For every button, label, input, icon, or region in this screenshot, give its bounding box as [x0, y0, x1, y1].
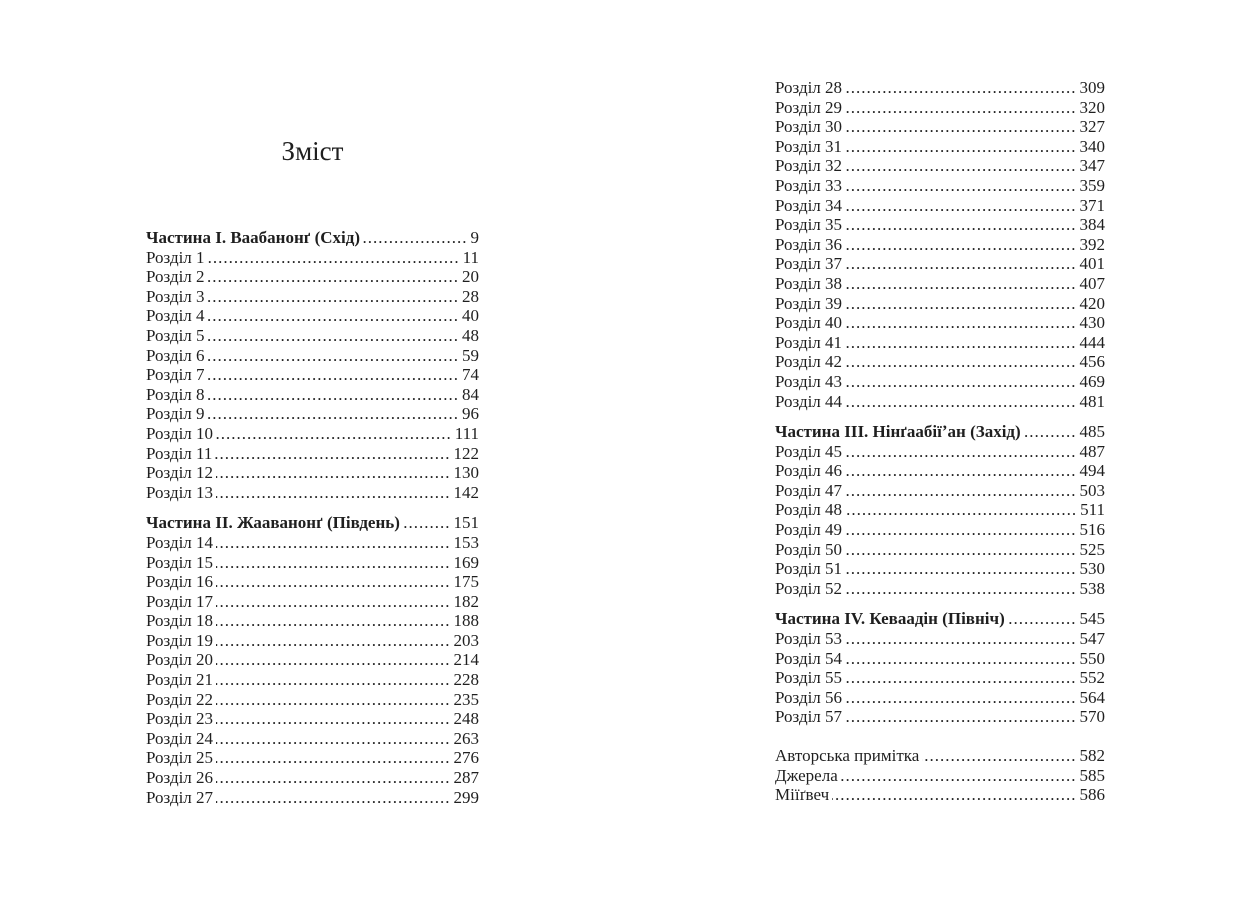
dot-leader — [922, 746, 1076, 766]
toc-entry-page: 487 — [1079, 441, 1105, 461]
toc-section-heading — [146, 228, 479, 248]
dot-leader — [208, 385, 459, 405]
toc-entry-label: Розділ 37 — [775, 254, 843, 274]
toc-entry — [775, 461, 1105, 481]
toc-entry — [775, 520, 1105, 540]
dot-leader — [216, 483, 450, 503]
toc-entry-page: 503 — [1079, 480, 1105, 500]
dot-leader — [216, 553, 450, 573]
toc-entry — [146, 326, 479, 346]
dot-leader — [845, 392, 1076, 412]
toc-entry-page: 420 — [1079, 293, 1105, 313]
toc-entry — [775, 668, 1105, 688]
toc-section — [146, 228, 479, 502]
toc-entry — [146, 650, 479, 670]
toc-entry — [775, 98, 1105, 118]
toc-entry-page: 263 — [453, 728, 479, 748]
toc-entry-label: Розділ 17 — [146, 591, 214, 611]
dot-leader — [845, 707, 1076, 727]
toc-entry-page: 407 — [1079, 273, 1105, 293]
toc-entry-label: Розділ 18 — [146, 611, 214, 631]
toc-entry-page: 188 — [453, 611, 479, 631]
toc-entry-label: Розділ 50 — [775, 539, 843, 559]
toc-entry — [775, 274, 1105, 294]
toc-entry — [775, 294, 1105, 314]
toc-entry — [146, 572, 479, 592]
toc-entry-page: 175 — [453, 572, 479, 592]
toc-entry-page: 530 — [1079, 559, 1105, 579]
toc-entry — [146, 533, 479, 553]
toc-entry-label: Розділ 6 — [146, 345, 205, 365]
toc-entry — [775, 540, 1105, 560]
dot-leader — [208, 404, 459, 424]
toc-entry — [775, 372, 1105, 392]
toc-section-heading — [775, 609, 1105, 629]
dot-leader — [845, 481, 1076, 501]
toc-entry-page: 538 — [1079, 578, 1105, 598]
toc-entry-page: 371 — [1079, 195, 1105, 215]
dot-leader — [832, 785, 1076, 805]
toc-entry — [775, 649, 1105, 669]
toc-entry — [146, 306, 479, 326]
dot-leader — [845, 156, 1076, 176]
toc-entry — [775, 559, 1105, 579]
toc-entry — [775, 117, 1105, 137]
toc-entry — [775, 215, 1105, 235]
toc-entry — [775, 137, 1105, 157]
toc-entry-label: Розділ 55 — [775, 668, 843, 688]
toc-section-title: Частина IV. Кеваадін (Північ) — [775, 609, 1005, 629]
toc-entry-label: Розділ 40 — [775, 313, 843, 333]
dot-leader — [845, 117, 1076, 137]
toc-section-title: Частина III. Нінґаабіїʼан (Захід) — [775, 422, 1021, 442]
toc-entry — [146, 768, 479, 788]
dot-leader — [845, 215, 1076, 235]
toc-entry-page: 564 — [1079, 687, 1105, 707]
toc-entry-label: Розділ 42 — [775, 352, 843, 372]
toc-entry-page: 235 — [453, 689, 479, 709]
dot-leader — [403, 513, 451, 533]
dot-leader — [216, 709, 450, 729]
toc-entry-page: 550 — [1079, 648, 1105, 668]
dot-leader — [216, 690, 450, 710]
dot-leader — [208, 287, 459, 307]
toc-entry-page: 327 — [1079, 117, 1105, 137]
toc-entry — [146, 365, 479, 385]
toc-entry — [146, 248, 479, 268]
toc-entry-label: Розділ 23 — [146, 709, 214, 729]
toc-entry-page: 545 — [1079, 609, 1105, 629]
toc-entry — [146, 611, 479, 631]
toc-entry-label: Розділ 45 — [775, 441, 843, 461]
toc-entry-label: Розділ 29 — [775, 97, 843, 117]
dot-leader — [208, 306, 459, 326]
toc-entry — [775, 500, 1105, 520]
toc-entry-label: Розділ 54 — [775, 648, 843, 668]
toc-entry-label: Розділ 26 — [146, 768, 214, 788]
toc-section — [775, 746, 1105, 805]
toc-entry-page: 511 — [1080, 500, 1105, 520]
toc-section — [775, 609, 1105, 727]
dot-leader — [216, 748, 450, 768]
dot-leader — [845, 98, 1076, 118]
toc-entry-label: Розділ 56 — [775, 687, 843, 707]
toc-entry — [775, 442, 1105, 462]
dot-leader — [845, 559, 1076, 579]
toc-entry-page: 552 — [1079, 668, 1105, 688]
dot-leader — [363, 228, 467, 248]
toc-entry-page: 20 — [462, 267, 479, 287]
toc-entry — [775, 176, 1105, 196]
toc-entry-label: Розділ 48 — [775, 500, 843, 520]
dot-leader — [845, 688, 1076, 708]
toc-entry-label: Розділ 14 — [146, 532, 214, 552]
toc-entry-label: Розділ 35 — [775, 215, 843, 235]
toc-entry-label: Розділ 38 — [775, 273, 843, 293]
toc-entry-page: 481 — [1079, 391, 1105, 411]
toc-entry — [775, 629, 1105, 649]
dot-leader — [845, 352, 1076, 372]
dot-leader — [216, 650, 450, 670]
dot-leader — [845, 294, 1076, 314]
toc-entry — [146, 424, 479, 444]
toc-entry-page: 585 — [1079, 765, 1105, 785]
toc-entry — [775, 196, 1105, 216]
toc-entry — [775, 333, 1105, 353]
toc-entry-label: Розділ 46 — [775, 461, 843, 481]
dot-leader — [841, 766, 1077, 786]
toc-entry — [775, 254, 1105, 274]
toc-entry-page: 485 — [1079, 422, 1105, 442]
dot-leader — [845, 579, 1076, 599]
toc-entry-label: Розділ 39 — [775, 293, 843, 313]
dot-leader — [216, 463, 450, 483]
toc-entry-page: 214 — [453, 650, 479, 670]
toc-entry — [146, 287, 479, 307]
toc-entry-label: Міїґвеч — [775, 785, 830, 805]
toc-entry — [775, 688, 1105, 708]
toc-entry-page: 111 — [454, 423, 479, 443]
toc-entry — [775, 579, 1105, 599]
toc-entry-page: 586 — [1079, 785, 1105, 805]
toc-entry — [146, 267, 479, 287]
toc-entry-page: 516 — [1079, 520, 1105, 540]
dot-leader — [208, 365, 459, 385]
toc-entry-label: Розділ 5 — [146, 325, 205, 345]
toc-entry-label: Розділ 52 — [775, 578, 843, 598]
toc-entry-page: 228 — [453, 670, 479, 690]
toc-entry-page: 276 — [453, 748, 479, 768]
toc-entry — [775, 481, 1105, 501]
dot-leader — [845, 137, 1076, 157]
dot-leader — [1008, 609, 1077, 629]
toc-entry-label: Розділ 13 — [146, 482, 214, 502]
toc-entry-page: 28 — [462, 286, 479, 306]
dot-leader — [845, 372, 1076, 392]
toc-entry — [146, 483, 479, 503]
toc-entry-label: Розділ 22 — [146, 689, 214, 709]
toc-entry-label: Розділ 27 — [146, 787, 214, 807]
toc-entry — [146, 553, 479, 573]
toc-section-title: Частина I. Ваабанонґ (Схід) — [146, 228, 361, 247]
dot-leader — [845, 313, 1076, 333]
toc-entry — [775, 156, 1105, 176]
toc-entry-label: Розділ 12 — [146, 463, 214, 483]
toc-entry-page: 40 — [462, 306, 479, 326]
toc-entry — [146, 404, 479, 424]
toc-entry-label: Розділ 19 — [146, 630, 214, 650]
toc-entry-label: Розділ 20 — [146, 650, 214, 670]
dot-leader — [216, 768, 450, 788]
toc-entry — [775, 707, 1105, 727]
dot-leader — [215, 444, 450, 464]
toc-entry-page: 430 — [1079, 313, 1105, 333]
dot-leader — [845, 649, 1076, 669]
toc-entry-page: 130 — [453, 463, 479, 483]
toc-entry-label: Розділ 47 — [775, 480, 843, 500]
toc-entry-label: Розділ 30 — [775, 117, 843, 137]
toc-entry-page: 340 — [1079, 136, 1105, 156]
toc-section-title: Частина II. Жааванонґ (Південь) — [146, 513, 400, 533]
dot-leader — [845, 668, 1076, 688]
toc-entry — [146, 748, 479, 768]
dot-leader — [216, 788, 450, 808]
page-title: Зміст — [281, 136, 344, 166]
dot-leader — [845, 461, 1076, 481]
toc-section — [775, 78, 1105, 411]
toc-entry-label: Розділ 2 — [146, 267, 205, 287]
toc-entry — [146, 690, 479, 710]
dot-leader — [845, 235, 1076, 255]
dot-leader — [845, 78, 1076, 98]
dot-leader — [208, 248, 460, 268]
dot-leader — [845, 500, 1077, 520]
dot-leader — [845, 520, 1076, 540]
toc-entry-page: 74 — [462, 365, 479, 385]
toc-entry-page: 582 — [1079, 746, 1105, 765]
toc-entry-label: Розділ 57 — [775, 707, 843, 727]
toc-entry-label: Розділ 33 — [775, 175, 843, 195]
toc-entry — [775, 766, 1105, 786]
toc-entry — [146, 463, 479, 483]
toc-entry-page: 48 — [462, 325, 479, 345]
toc-column-right — [775, 78, 1105, 805]
toc-entry-label: Розділ 51 — [775, 559, 843, 579]
toc-entry-label: Розділ 10 — [146, 423, 214, 443]
toc-entry-label: Розділ 16 — [146, 572, 214, 592]
toc-entry-page: 142 — [453, 482, 479, 502]
dot-leader — [845, 176, 1076, 196]
toc-entry — [775, 352, 1105, 372]
toc-entry-label: Джерела — [775, 765, 838, 785]
toc-entry-page: 122 — [453, 443, 479, 463]
toc-entry-page: 203 — [453, 630, 479, 650]
toc-section-heading — [146, 513, 479, 533]
dot-leader — [216, 572, 450, 592]
toc-entry-page: 456 — [1079, 352, 1105, 372]
toc-entry — [775, 746, 1105, 766]
toc-entry-page: 287 — [453, 768, 479, 788]
toc-entry-page: 11 — [462, 247, 479, 267]
toc-entry-label: Розділ 3 — [146, 286, 205, 306]
toc-entry-label: Розділ 53 — [775, 629, 843, 649]
toc-entry-label: Розділ 8 — [146, 384, 205, 404]
dot-leader — [216, 592, 450, 612]
toc-entry — [775, 235, 1105, 255]
toc-entry-page: 182 — [453, 591, 479, 611]
toc-entry-page: 59 — [462, 345, 479, 365]
dot-leader — [845, 442, 1076, 462]
toc-entry-page: 169 — [453, 552, 479, 572]
toc-entry-label: Розділ 41 — [775, 332, 843, 352]
dot-leader — [216, 631, 450, 651]
dot-leader — [208, 346, 459, 366]
toc-entry-page: 494 — [1079, 461, 1105, 481]
toc-entry — [146, 631, 479, 651]
toc-entry-label: Авторська примітка — [775, 746, 920, 765]
dot-leader — [845, 629, 1076, 649]
toc-section-heading — [775, 422, 1105, 442]
toc-entry-label: Розділ 25 — [146, 748, 214, 768]
toc-entry-page: 309 — [1079, 78, 1105, 97]
toc-entry-page: 469 — [1079, 371, 1105, 391]
toc-entry-page: 384 — [1079, 215, 1105, 235]
toc-entry-page: 96 — [462, 404, 479, 424]
toc-entry-label: Розділ 36 — [775, 234, 843, 254]
toc-entry-label: Розділ 49 — [775, 520, 843, 540]
toc-entry-page: 299 — [453, 787, 479, 807]
toc-entry-page: 320 — [1079, 97, 1105, 117]
dot-leader — [216, 670, 450, 690]
dot-leader — [216, 424, 452, 444]
toc-entry-label: Розділ 4 — [146, 306, 205, 326]
toc-entry-page: 401 — [1079, 254, 1105, 274]
dot-leader — [216, 533, 450, 553]
toc-entry-page: 347 — [1079, 156, 1105, 176]
toc-entry-page: 9 — [470, 228, 479, 247]
toc-entry-page: 570 — [1079, 707, 1105, 727]
dot-leader — [216, 611, 450, 631]
toc-entry — [775, 78, 1105, 98]
toc-entry-page: 525 — [1079, 539, 1105, 559]
dot-leader — [845, 254, 1076, 274]
toc-entry-label: Розділ 1 — [146, 247, 205, 267]
toc-entry-page: 444 — [1079, 332, 1105, 352]
toc-entry-label: Розділ 44 — [775, 391, 843, 411]
toc-entry — [146, 670, 479, 690]
toc-section — [775, 422, 1105, 598]
toc-entry — [146, 444, 479, 464]
dot-leader — [1024, 422, 1077, 442]
toc-entry-page: 547 — [1079, 629, 1105, 649]
dot-leader — [208, 267, 459, 287]
toc-entry-page: 151 — [453, 513, 479, 533]
dot-leader — [845, 540, 1076, 560]
dot-leader — [208, 326, 459, 346]
toc-column-left — [146, 228, 479, 807]
toc-entry — [146, 729, 479, 749]
toc-entry-label: Розділ 31 — [775, 136, 843, 156]
toc-entry-page: 392 — [1079, 234, 1105, 254]
toc-section — [146, 513, 479, 807]
toc-entry — [146, 788, 479, 808]
toc-entry — [146, 385, 479, 405]
dot-leader — [845, 196, 1076, 216]
toc-entry — [775, 392, 1105, 412]
dot-leader — [216, 729, 450, 749]
toc-entry-label: Розділ 43 — [775, 371, 843, 391]
toc-entry-page: 248 — [453, 709, 479, 729]
toc-entry-page: 84 — [462, 384, 479, 404]
toc-entry-label: Розділ 28 — [775, 78, 843, 97]
toc-entry — [146, 592, 479, 612]
toc-entry-label: Розділ 15 — [146, 552, 214, 572]
dot-leader — [845, 274, 1076, 294]
toc-entry — [146, 709, 479, 729]
toc-entry-label: Розділ 9 — [146, 404, 205, 424]
toc-entry-label: Розділ 32 — [775, 156, 843, 176]
toc-entry-label: Розділ 34 — [775, 195, 843, 215]
toc-entry-page: 153 — [453, 532, 479, 552]
toc-entry — [775, 313, 1105, 333]
toc-entry-label: Розділ 24 — [146, 728, 214, 748]
toc-entry-label: Розділ 21 — [146, 670, 214, 690]
toc-entry-page: 359 — [1079, 175, 1105, 195]
toc-entry-label: Розділ 11 — [146, 443, 213, 463]
toc-entry-label: Розділ 7 — [146, 365, 205, 385]
toc-entry — [775, 785, 1105, 805]
toc-entry — [146, 346, 479, 366]
dot-leader — [845, 333, 1076, 353]
